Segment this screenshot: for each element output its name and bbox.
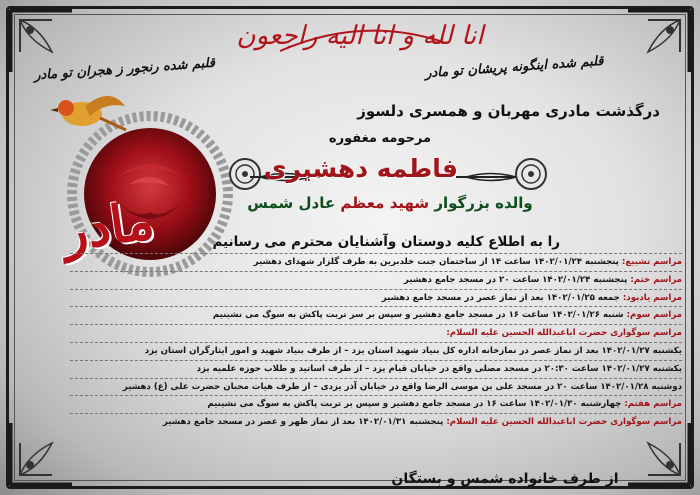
ceremony-text: یکشنبه ۱۴۰۲/۰۱/۲۷ بعد از نماز عصر در نمازخانه اداره کل بنیاد شهید استان یزد – از طرف بنیاد شهید و امور ایثارگران استان یزد	[144, 345, 682, 356]
ceremony-label: مراسم سوگواری حضرت اباعبدالله الحسین علیه السلام:	[446, 417, 682, 428]
ceremony-label: مراسم تشییع:	[621, 257, 682, 267]
relation-prefix: والده بزرگوار	[434, 194, 533, 212]
announcement-line: درگذشت مادری مهربان و همسری دلسوز	[357, 102, 660, 120]
ceremony-row	[70, 289, 682, 307]
ceremony-text: پنجشنبه ۱۴۰۲/۰۱/۲۴ ساعت ۲۰ در مسجد جامع دهشیر	[403, 274, 628, 285]
ornament-medallion-icon	[514, 157, 548, 191]
ceremony-text: یکشنبه ۱۴۰۲/۰۱/۲۷ ساعت ۲۰:۳۰ در مسجد مصلی واقع در خیابان قیام یزد – از طرف اساتید و طلاب حوزه علمیه یزد	[196, 363, 682, 374]
ceremony-text: چهارشنبه ۱۴۰۲/۰۱/۳۰ ساعت ۱۶ در مسجد جامع دهشیر و سپس بر تربت پاکش به سوگ می نشینیم	[207, 399, 622, 410]
ceremony-row	[70, 324, 682, 342]
relation-name: عادل شمس	[247, 194, 336, 212]
mother-word: مادر	[58, 189, 158, 264]
intro-line: را به اطلاع کلیه دوستان وآشنایان محترم می رسانیم	[212, 234, 560, 250]
calligraphy-header	[236, 6, 484, 66]
ceremony-row	[70, 253, 682, 271]
ceremony-text: پنجشنبه ۱۴۰۲/۰۱/۲۴ ساعت ۱۴ از ساختمان جنت خلدبرین به طرف گلزار شهدای دهشیر	[253, 257, 619, 267]
ceremony-label: مراسم هفتم:	[624, 399, 682, 410]
ceremony-label: مراسم ختم:	[630, 274, 682, 285]
ceremony-text: جمعه ۱۴۰۲/۰۱/۲۵ بعد از نماز عصر در مسجد جامع دهشیر	[381, 292, 620, 303]
ceremony-row	[70, 342, 682, 360]
ceremony-row	[70, 395, 682, 413]
ceremony-row	[70, 378, 682, 396]
relation-line	[240, 194, 540, 212]
ceremony-label: مراسم سوم:	[626, 310, 682, 321]
corner-ornament-icon	[6, 419, 76, 489]
relation-title: شهید معظم	[340, 194, 430, 212]
corner-ornament-icon	[624, 6, 694, 76]
bird-icon	[50, 96, 126, 130]
ceremony-row	[70, 271, 682, 289]
family-signature: از طرف خانواده شمس و بستگان	[391, 471, 619, 487]
ceremony-row	[70, 413, 682, 431]
deceased-name: فاطمه دهشیری	[263, 154, 458, 183]
honorific-line: مرحومه مغفوره	[328, 131, 432, 146]
poem-line-right: قلبم شده اینگونه پریشان تو مادر	[424, 53, 605, 82]
ceremony-list	[70, 253, 682, 431]
ceremony-label: مراسم یادبود:	[622, 292, 682, 303]
ceremony-row	[70, 360, 682, 378]
poem-line-left: قلبم شده رنجور ز هجران تو مادر	[33, 55, 216, 84]
ceremony-text: شنبه ۱۴۰۲/۰۱/۲۶ ساعت ۱۶ در مسجد جامع دهشیر و سپس بر سر تربت پاکش به سوگ می نشینیم	[212, 310, 624, 321]
ceremony-label: مراسم سوگواری حضرت اباعبدالله الحسین علیه السلام:	[446, 328, 682, 339]
ceremony-row	[70, 306, 682, 324]
ceremony-text: دوشنبه ۱۴۰۲/۰۱/۲۸ ساعت ۲۰ در مسجد علی بن موسی الرضا واقع در خیابان آذر یزدی – از طرف هیات محبان حضرت علی (ع) دهشیر	[122, 381, 682, 392]
calligraphy-text: انا لله و انا الیه راجعون	[236, 21, 484, 51]
ceremony-text: پنجشنبه ۱۴۰۲/۰۱/۳۱ بعد از نماز ظهر و عصر در مسجد جامع دهشیر	[162, 417, 444, 428]
